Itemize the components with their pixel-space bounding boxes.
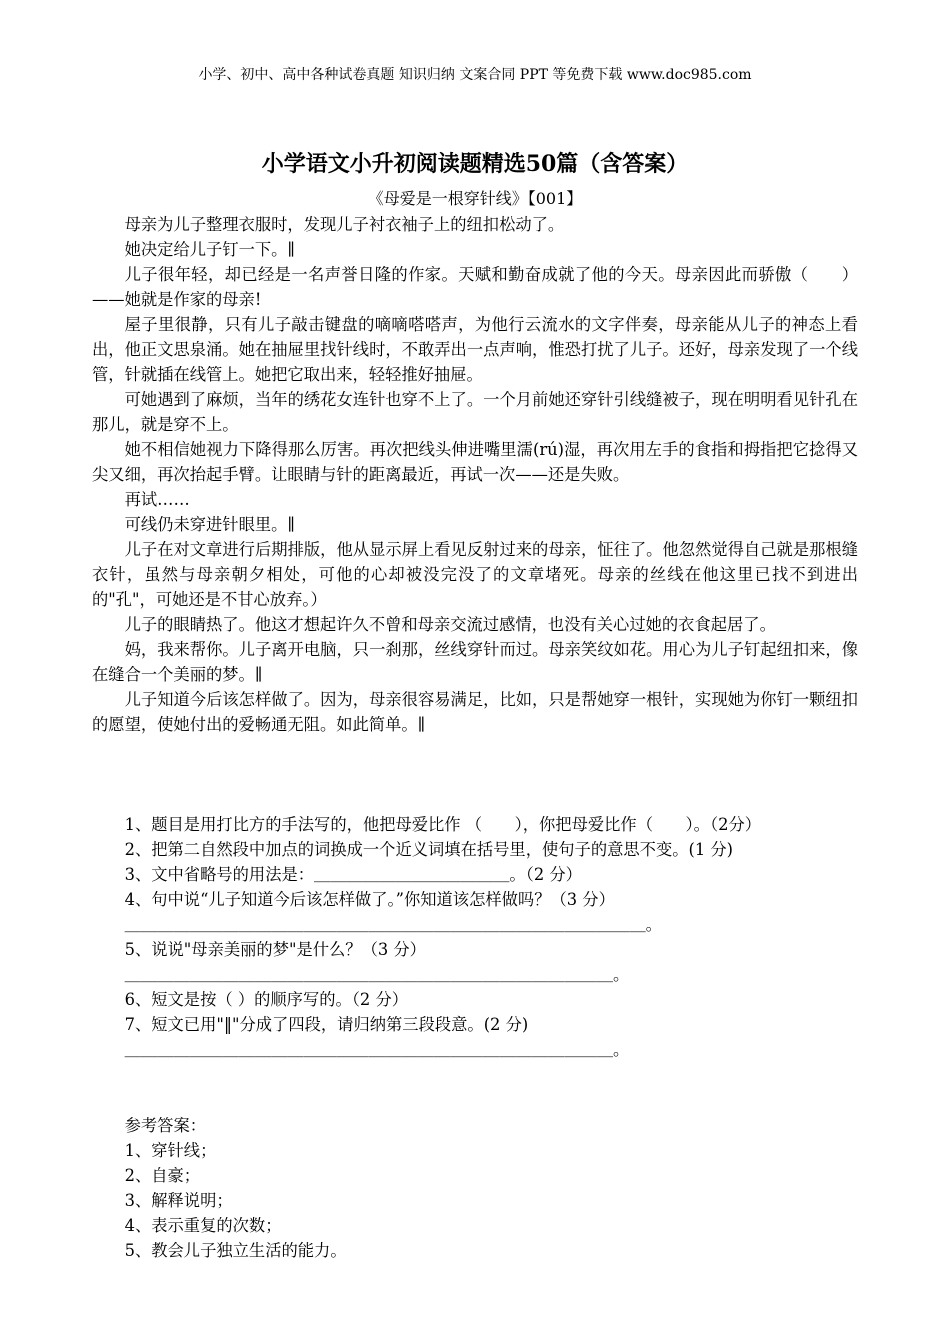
article-body — [92, 212, 858, 737]
article-paragraph: 妈，我来帮你。儿子离开电脑，只一刹那，丝线穿针而过。母亲笑纹如花。用心为儿子钉起纽扣来，像在缝合一个美丽的梦。∥ — [92, 640, 858, 684]
answer-item: 5、教会儿子独立生活的能力。 — [124, 1241, 347, 1260]
article-paragraph: 儿子很年轻，却已经是一名声誉日隆的作家。天赋和勤奋成就了他的今天。母亲因此而骄傲（ ）——她就是作家的母亲! — [92, 265, 858, 309]
answer-item: 1、穿针线； — [124, 1141, 217, 1160]
article-paragraph: 再试…… — [124, 490, 190, 509]
answer-item: 2、自豪； — [124, 1166, 201, 1185]
article-paragraph: 可线仍未穿进针眼里。∥ — [124, 515, 295, 534]
article-paragraph: 儿子在对文章进行后期排版，他从显示屏上看见反射过来的母亲，怔往了。他忽然觉得自己就是那根缝衣针，虽然与母亲朝夕相处，可他的心却被没完没了的文章堵死。母亲的丝线在他这里已找不到进出的"孔"，可她还是不甘心放弃。） — [92, 540, 858, 609]
question-4: 4、句中说“儿子知道今后该怎样做了。”你知道该怎样做吗？（3 分） — [124, 890, 615, 909]
question-3: 3、文中省略号的用法是：＿＿＿＿＿＿＿＿＿＿＿＿。（2 分） — [124, 865, 582, 884]
answer-heading: 参考答案： — [124, 1116, 207, 1135]
article-paragraph: 母亲为儿子整理衣服时，发现儿子衬衣袖子上的纽扣松动了。 — [124, 215, 565, 234]
question-6: 6、短文是按（ ）的顺序写的。（2 分） — [124, 990, 409, 1009]
article-paragraph: 儿子的眼睛热了。他这才想起许久不曾和母亲交流过感情，也没有关心过她的衣食起居了。 — [124, 615, 776, 634]
question-7-answer-line: ＿＿＿＿＿＿＿＿＿＿＿＿＿＿＿＿＿＿＿＿＿＿＿＿＿＿＿＿＿＿。 — [124, 1040, 630, 1059]
article-paragraph: 儿子知道今后该怎样做了。因为，母亲很容易满足，比如，只是帮她穿一根针，实现她为你钉一颗纽扣的愿望，使她付出的爱畅通无阻。如此简单。∥ — [92, 690, 858, 734]
question-7: 7、短文已用"‖"分成了四段，请归纳第三段段意。(2 分) — [124, 1015, 529, 1034]
question-1: 1、题目是用打比方的手法写的，他把母爱比作 （ ），你把母爱比作（ ）。（2分） — [124, 815, 762, 834]
question-2: 2、把第二自然段中加点的词换成一个近义词填在括号里，使句子的意思不变。(1 分) — [124, 840, 734, 859]
question-5: 5、说说"母亲美丽的梦"是什么？（3 分） — [124, 940, 426, 959]
answer-item: 4、表示重复的次数； — [124, 1216, 282, 1235]
question-4-answer-line: ＿＿＿＿＿＿＿＿＿＿＿＿＿＿＿＿＿＿＿＿＿＿＿＿＿＿＿＿＿＿＿＿。 — [124, 915, 662, 934]
answer-section — [92, 1113, 858, 1263]
article-subtitle: 《母爱是一根穿针线》【001】 — [367, 189, 583, 208]
page-header: 小学、初中、高中各种试卷真题 知识归纳 文案合同 PPT 等免费下载 www.doc985.com — [198, 67, 752, 83]
question-5-answer-line: ＿＿＿＿＿＿＿＿＿＿＿＿＿＿＿＿＿＿＿＿＿＿＿＿＿＿＿＿＿＿。 — [124, 965, 630, 984]
article-paragraph: 可她遇到了麻烦，当年的绣花女连针也穿不上了。一个月前她还穿针引线缝被子，现在明明看见针孔在那儿，就是穿不上。 — [92, 390, 858, 434]
article-paragraph: 她不相信她视力下降得那么厉害。再次把线头伸进嘴里濡(rú)湿，再次用左手的食指和拇指把它捻得又尖又细，再次抬起手臂。让眼睛与针的距离最近，再试一次——还是失败。 — [92, 440, 858, 484]
question-section — [92, 812, 858, 1062]
article-paragraph: 她决定给儿子钉一下。∥ — [124, 240, 295, 259]
article-paragraph: 屋子里很静，只有儿子敲击键盘的嘀嘀嗒嗒声，为他行云流水的文字伴奏，母亲能从儿子的神态上看出，他正文思泉涌。她在抽屉里找针线时，不敢弄出一点声响，惟恐打扰了儿子。还好，母亲发现了一个线管，针就插在线管上。她把它取出来，轻轻推好抽屉。 — [92, 315, 858, 384]
answer-item: 3、解释说明； — [124, 1191, 233, 1210]
page-title: 小学语文小升初阅读题精选50篇（含答案） — [261, 151, 689, 177]
